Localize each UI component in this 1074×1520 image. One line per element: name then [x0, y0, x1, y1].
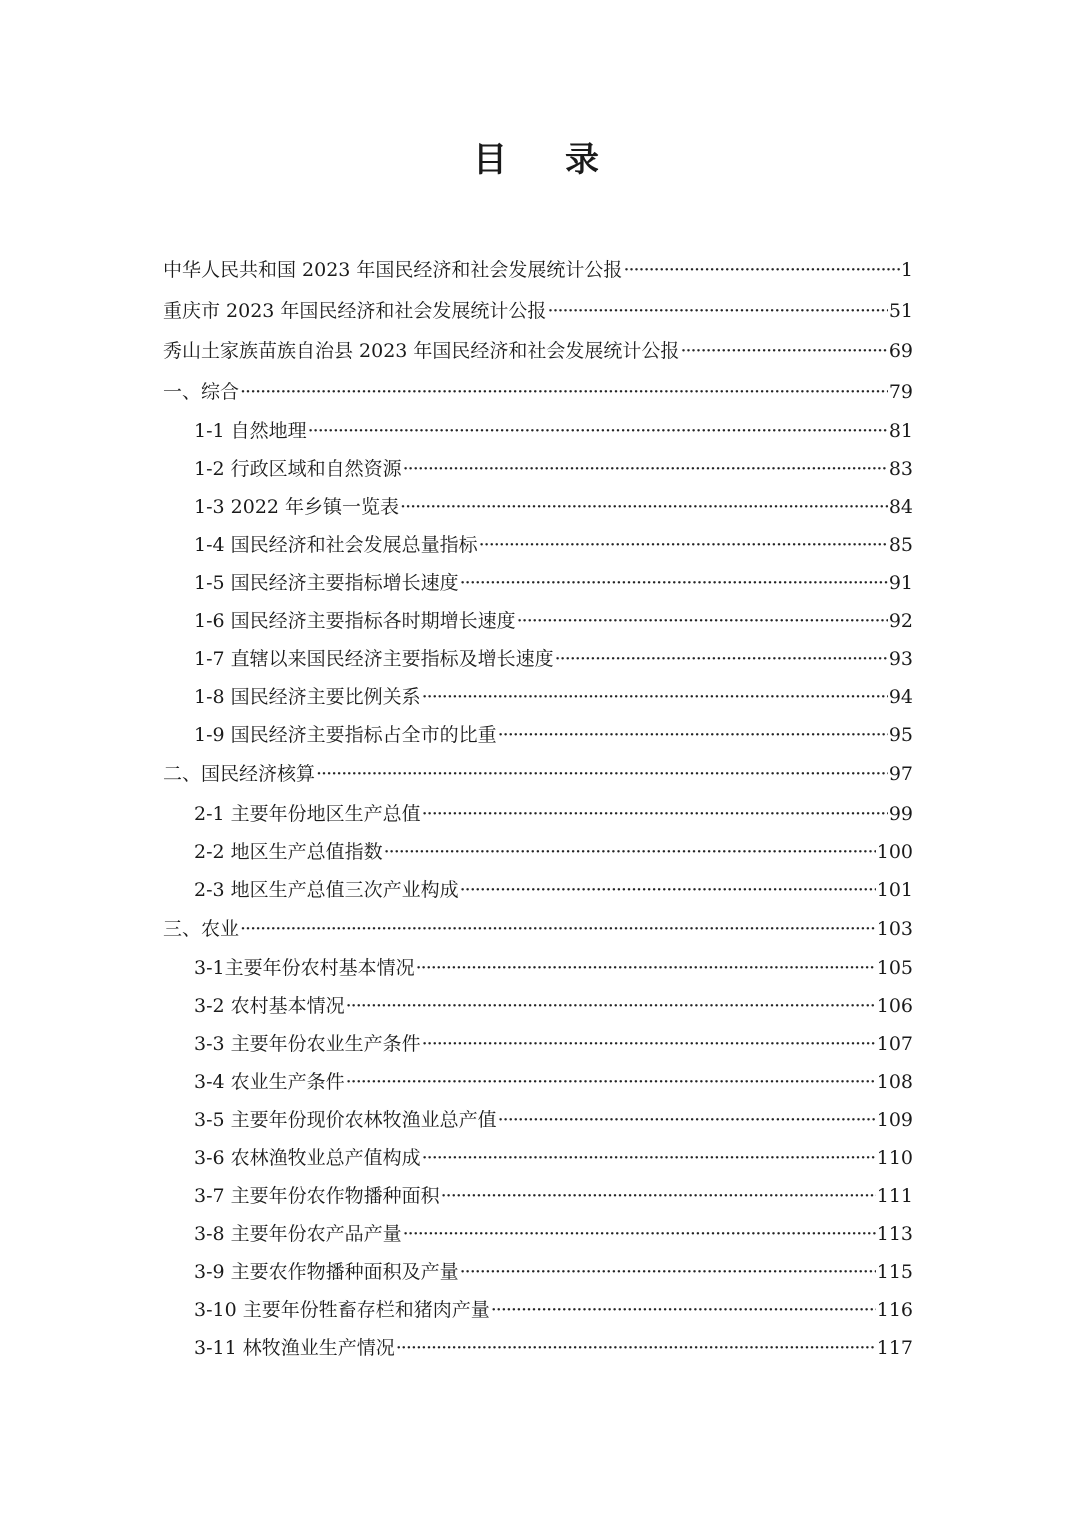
- toc-leader-dots: [346, 1063, 876, 1101]
- toc-page-number: 81: [888, 420, 913, 442]
- toc-entry[interactable]: [163, 833, 913, 871]
- toc-entry-title: 3-11 林牧渔业生产情况: [194, 1337, 395, 1359]
- toc-leader-dots: [396, 1329, 876, 1367]
- toc-leader-dots: [498, 716, 888, 754]
- toc-page-number: 115: [876, 1261, 913, 1283]
- toc-entry-title: 1-6 国民经济主要指标各时期增长速度: [194, 610, 516, 632]
- toc-entry-title: 1-5 国民经济主要指标增长速度: [194, 572, 459, 594]
- toc-entry-title: 1-1 自然地理: [194, 420, 307, 442]
- toc-section-entry[interactable]: [163, 754, 913, 795]
- table-of-contents: [163, 250, 913, 1367]
- toc-entry-title: 3-2 农村基本情况: [194, 995, 345, 1017]
- toc-leader-dots: [422, 678, 888, 716]
- toc-entry[interactable]: [163, 871, 913, 909]
- toc-page-number: 93: [888, 648, 913, 670]
- toc-page-number: 117: [876, 1337, 913, 1359]
- toc-page-number: 103: [876, 917, 913, 940]
- toc-entry-title: 3-8 主要年份农产品产量: [194, 1223, 402, 1245]
- toc-entry-title: 1-2 行政区域和自然资源: [194, 458, 402, 480]
- toc-entry-title: 3-5 主要年份现价农林牧渔业总产值: [194, 1109, 497, 1131]
- page-title-char-1: 目: [473, 140, 509, 180]
- toc-leader-dots: [460, 564, 888, 602]
- page-title: [0, 138, 1074, 182]
- toc-entry[interactable]: [163, 602, 913, 640]
- toc-entry-title: 3-3 主要年份农业生产条件: [194, 1033, 421, 1055]
- toc-entry[interactable]: [163, 1329, 913, 1367]
- toc-entry[interactable]: [163, 1215, 913, 1253]
- toc-leader-dots: [384, 833, 876, 871]
- toc-entry-title: 2-3 地区生产总值三次产业构成: [194, 878, 459, 901]
- toc-page-number: 92: [888, 610, 913, 632]
- toc-leader-dots: [316, 754, 888, 795]
- toc-entry[interactable]: [163, 716, 913, 754]
- toc-section-entry[interactable]: [163, 909, 913, 950]
- toc-entry-title: 3-9 主要农作物播种面积及产量: [194, 1261, 459, 1283]
- toc-page-number: 79: [888, 380, 913, 403]
- toc-page-number: 97: [888, 763, 913, 785]
- toc-leader-dots: [240, 909, 876, 950]
- toc-entry-title: 1-4 国民经济和社会发展总量指标: [194, 534, 478, 556]
- toc-entry-title: 2-2 地区生产总值指数: [194, 840, 383, 863]
- toc-entry[interactable]: [163, 526, 913, 564]
- toc-entry[interactable]: [163, 1253, 913, 1291]
- toc-entry-title: 三、农业: [163, 917, 240, 940]
- toc-entry[interactable]: [163, 949, 913, 987]
- toc-entry-title: 中华人民共和国 2023 年国民经济和社会发展统计公报: [163, 259, 623, 281]
- toc-leader-dots: [517, 602, 888, 640]
- toc-entry-title: 二、国民经济核算: [163, 763, 316, 785]
- toc-page-number: 106: [876, 995, 913, 1017]
- toc-entry-title: 秀山土家族苗族自治县 2023 年国民经济和社会发展统计公报: [163, 340, 680, 362]
- toc-section-entry[interactable]: [163, 250, 913, 291]
- toc-page-number: 109: [876, 1109, 913, 1131]
- toc-entry[interactable]: [163, 1025, 913, 1063]
- toc-leader-dots: [460, 1253, 876, 1291]
- toc-entry-title: 3-10 主要年份牲畜存栏和猪肉产量: [194, 1299, 490, 1321]
- toc-leader-dots: [422, 1139, 876, 1177]
- toc-leader-dots: [403, 450, 888, 488]
- toc-leader-dots: [498, 1101, 876, 1139]
- toc-leader-dots: [403, 1215, 876, 1253]
- toc-page-number: 110: [876, 1147, 913, 1169]
- toc-leader-dots: [422, 1025, 876, 1063]
- toc-page-number: 99: [888, 802, 913, 825]
- toc-page-number: 95: [888, 724, 913, 746]
- toc-page-number: 105: [876, 957, 913, 979]
- toc-leader-dots: [400, 488, 888, 526]
- toc-page-number: 69: [888, 340, 913, 362]
- toc-page-number: 51: [888, 299, 913, 322]
- toc-page-number: 108: [876, 1071, 913, 1093]
- toc-page-number: 84: [888, 496, 913, 518]
- page-title-char-2: 录: [565, 140, 601, 180]
- toc-page-number: 116: [876, 1299, 913, 1321]
- toc-entry[interactable]: [163, 640, 913, 678]
- toc-section-entry[interactable]: [163, 331, 913, 372]
- toc-page-number: 101: [876, 878, 913, 901]
- toc-page-number: 83: [888, 458, 913, 480]
- toc-page-number: 100: [876, 840, 913, 863]
- toc-section-entry[interactable]: [163, 372, 913, 413]
- toc-entry[interactable]: [163, 488, 913, 526]
- toc-page-number: 91: [888, 572, 913, 594]
- toc-entry[interactable]: [163, 678, 913, 716]
- toc-entry-title: 3-1主要年份农村基本情况: [194, 957, 415, 979]
- toc-entry-title: 1-9 国民经济主要指标占全市的比重: [194, 724, 497, 746]
- toc-page-number: 113: [876, 1223, 913, 1245]
- toc-page-number: 107: [876, 1033, 913, 1055]
- toc-leader-dots: [460, 871, 876, 909]
- toc-entry-title: 一、综合: [163, 380, 240, 403]
- toc-leader-dots: [422, 795, 888, 833]
- toc-leader-dots: [479, 526, 888, 564]
- toc-leader-dots: [491, 1291, 876, 1329]
- toc-entry-title: 3-7 主要年份农作物播种面积: [194, 1185, 440, 1207]
- toc-leader-dots: [623, 250, 899, 291]
- toc-entry-title: 重庆市 2023 年国民经济和社会发展统计公报: [163, 299, 547, 322]
- toc-entry[interactable]: [163, 1063, 913, 1101]
- toc-page-number: 111: [876, 1185, 913, 1207]
- toc-leader-dots: [308, 412, 888, 450]
- toc-entry[interactable]: [163, 564, 913, 602]
- toc-entry[interactable]: [163, 412, 913, 450]
- toc-entry-title: 1-8 国民经济主要比例关系: [194, 686, 421, 708]
- toc-entry[interactable]: [163, 795, 913, 833]
- toc-leader-dots: [240, 372, 888, 413]
- toc-entry[interactable]: [163, 1101, 913, 1139]
- toc-entry[interactable]: [163, 1291, 913, 1329]
- toc-leader-dots: [416, 949, 876, 987]
- toc-page-number: 1: [900, 259, 913, 281]
- toc-page-number: 94: [888, 686, 913, 708]
- toc-leader-dots: [555, 640, 888, 678]
- toc-entry[interactable]: [163, 1177, 913, 1215]
- toc-entry-title: 1-7 直辖以来国民经济主要指标及增长速度: [194, 648, 554, 670]
- toc-leader-dots: [441, 1177, 876, 1215]
- toc-section-entry[interactable]: [163, 291, 913, 332]
- toc-entry[interactable]: [163, 450, 913, 488]
- toc-leader-dots: [680, 331, 887, 372]
- toc-entry-title: 2-1 主要年份地区生产总值: [194, 802, 421, 825]
- toc-leader-dots: [346, 987, 876, 1025]
- toc-entry[interactable]: [163, 1139, 913, 1177]
- toc-entry-title: 3-4 农业生产条件: [194, 1071, 345, 1093]
- toc-entry[interactable]: [163, 987, 913, 1025]
- toc-entry-title: 1-3 2022 年乡镇一览表: [194, 496, 400, 518]
- toc-page-number: 85: [888, 534, 913, 556]
- toc-entry-title: 3-6 农林渔牧业总产值构成: [194, 1147, 421, 1169]
- toc-leader-dots: [547, 291, 887, 332]
